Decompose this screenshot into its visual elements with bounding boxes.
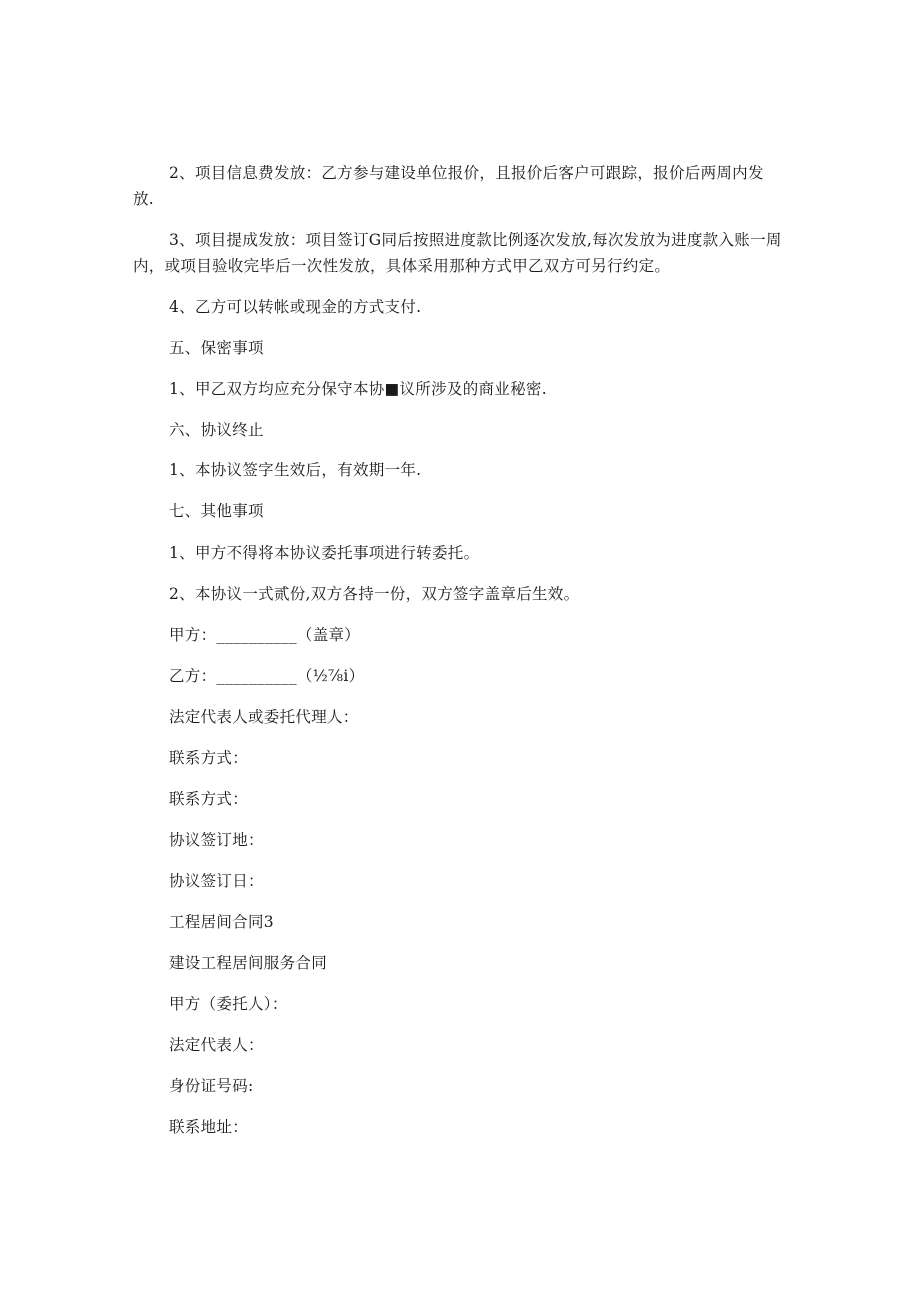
contact-field-2: 联系方式：	[169, 790, 249, 808]
section-heading-termination: 六、协议终止	[169, 421, 264, 439]
clause-payment-method: 4、乙方可以转帐或现金的方式支付.	[169, 298, 422, 316]
id-number-field: 身份证号码:	[169, 1077, 254, 1095]
clause-info-fee-payment: 2、项目信息费发放：乙方参与建设单位报价，且报价后客户可跟踪，报价后两周内发放.	[133, 164, 764, 208]
signing-date-field: 协议签订日：	[169, 872, 264, 890]
contact-field-1: 联系方式：	[169, 749, 249, 767]
clause-validity: 1、本协议签字生效后，有效期一年.	[169, 461, 422, 479]
party-a-client-field: 甲方（委托人）：	[169, 995, 288, 1013]
clause-confidentiality: 1、甲乙双方均应充分保守本协■议所涉及的商业秘密.	[169, 380, 547, 398]
signing-place-field: 协议签订地：	[169, 831, 264, 849]
contract-subtitle: 建设工程居间服务合同	[169, 954, 328, 972]
party-a-signature-line: 甲方：__________（盖章）	[169, 626, 361, 644]
clause-commission-payment: 3、项目提成发放：项目签订G同后按照进度款比例逐次发放,每次发放为进度款入账一周内，或项目验收完毕后一次性发放，具体采用那种方式甲乙双方可另行约定。	[133, 231, 782, 275]
legal-representative-field-2: 法定代表人：	[169, 1036, 264, 1054]
section-heading-other: 七、其他事项	[169, 502, 264, 520]
legal-representative-field: 法定代表人或委托代理人：	[169, 708, 359, 726]
clause-copies: 2、本协议一式贰份,双方各持一份，双方签字盖章后生效。	[169, 585, 580, 603]
contact-address-field: 联系地址：	[169, 1118, 249, 1136]
section-heading-confidentiality: 五、保密事项	[169, 339, 264, 357]
party-b-signature-line: 乙方：__________（½⅞i）	[169, 667, 365, 685]
contract-title-3: 工程居间合同3	[169, 913, 274, 931]
clause-no-subcontract: 1、甲方不得将本协议委托事项进行转委托。	[169, 544, 480, 562]
